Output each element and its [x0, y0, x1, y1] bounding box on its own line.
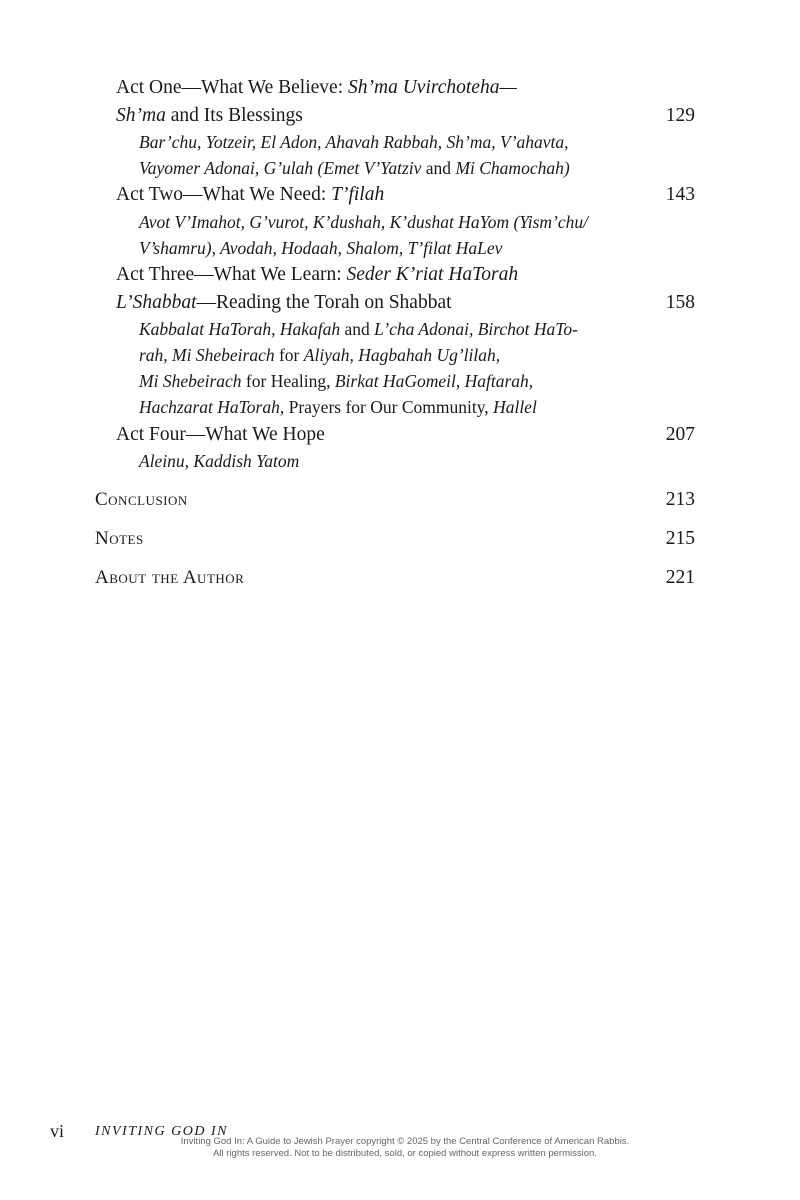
subentry-text: Aliyah, Hagbahah Ug’lilah, [303, 345, 501, 365]
subentry-text: Birkat HaGomeil, Haftarah, [334, 371, 534, 391]
entry-title: Act Four—What We Hope [116, 424, 325, 445]
entry-title: Conclusion [95, 489, 188, 510]
toc-entry-act-one-cont [116, 103, 695, 129]
subentry-text: Hachzarat HaTorah [139, 397, 280, 417]
subentry-text: Hallel [493, 397, 537, 417]
toc-subentry [139, 235, 695, 261]
subentry-text: Kabbalat HaTorah, Hakafah [139, 319, 341, 339]
subentry-conjunction: for [274, 345, 304, 365]
page-number: 221 [665, 567, 695, 588]
subentry-text: Mi Shebeirach [139, 371, 242, 391]
running-head: INVITING GOD IN [95, 1124, 228, 1139]
entry-title: Act Three—What We Learn: [116, 264, 347, 285]
entry-title: Act Two—What We Need: [116, 184, 332, 205]
entry-title: About the Author [95, 567, 245, 588]
subentry-conjunction: and [340, 319, 375, 339]
subentry-text: Vayomer Adonai, G’ulah (Emet V’Yatziv [139, 158, 422, 178]
toc-entry-act-three-cont [116, 290, 695, 316]
page-number: 215 [665, 528, 695, 549]
subentry-text: Mi Chamochah) [455, 158, 570, 178]
entry-title-italic: Sh’ma Uvirchoteha— [348, 77, 517, 98]
copyright-notice-line-1: Inviting God In: A Guide to Jewish Prayer copyright © 2025 by the Central Conference of American Rabbis. [180, 1136, 630, 1147]
toc-subentry [139, 209, 695, 235]
toc-subentry [139, 448, 695, 474]
toc-entry-about-author [95, 565, 695, 591]
entry-title: Notes [95, 528, 144, 549]
toc-entry-act-one [116, 75, 695, 101]
entry-title-italic: T’filah [331, 184, 385, 205]
subentry-text: Bar’chu, Yotzeir, El Adon, Ahavah Rabbah, Sh’ma, V’ahavta, [139, 132, 569, 152]
entry-title-italic: Seder K’riat HaTorah [346, 264, 519, 285]
toc-entry-conclusion [95, 487, 695, 513]
subentry-text-roman: , Prayers for Our Community, [279, 397, 494, 417]
toc-entry-notes [95, 526, 695, 552]
page-number: 143 [665, 184, 695, 205]
entry-title: and Its Blessings [165, 105, 303, 126]
subentry-text: V’shamru), Avodah, Hodaah, Shalom, T’filat HaLev [139, 238, 503, 258]
subentry-text: Aleinu, Kaddish Yatom [139, 451, 300, 471]
toc-subentry [139, 129, 695, 155]
entry-title: —Reading the Torah on Shabbat [196, 292, 452, 313]
toc-subentry [139, 342, 695, 368]
toc-entry-act-two [116, 182, 695, 208]
subentry-text: L’cha Adonai, Birchot HaTo- [374, 319, 579, 339]
copyright-notice-line-2: All rights reserved. Not to be distributed, sold, or copied without express written permission. [213, 1148, 597, 1159]
toc-subentry [139, 394, 695, 420]
entry-title-italic: Sh’ma [116, 105, 166, 126]
toc-subentry [139, 368, 695, 394]
subentry-text: Avot V’Imahot, G’vurot, K’dushah, K’dushat HaYom (Yism’chu/ [139, 212, 588, 232]
entry-title-italic: L’Shabbat [116, 292, 197, 313]
subentry-text: rah, Mi Shebeirach [139, 345, 275, 365]
entry-title: Act One—What We Believe: [116, 77, 348, 98]
page-number: 207 [665, 424, 695, 445]
subentry-text-roman: for Healing, [241, 371, 335, 391]
page-number: 213 [665, 489, 695, 510]
toc-entry-act-four [116, 422, 695, 448]
toc-subentry [139, 155, 695, 181]
subentry-conjunction: and [421, 158, 456, 178]
toc-subentry [139, 316, 695, 342]
toc-entry-act-three [116, 262, 695, 288]
page-number: 129 [665, 105, 695, 126]
folio-page-number: vi [50, 1121, 65, 1141]
page-number: 158 [665, 292, 695, 313]
